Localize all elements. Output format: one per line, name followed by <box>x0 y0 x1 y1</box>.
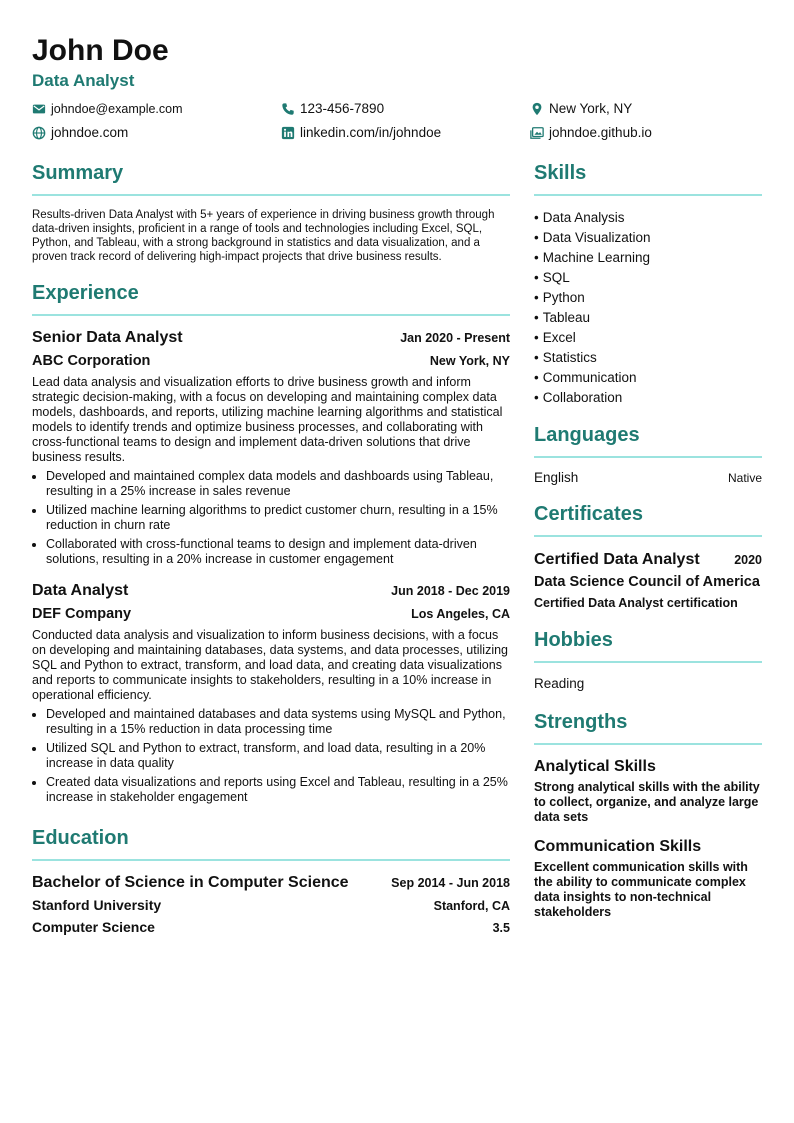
languages-heading: Languages <box>534 424 640 446</box>
skills-list <box>534 208 762 408</box>
contact-email[interactable] <box>32 100 281 118</box>
certificate-name: Certified Data Analyst <box>534 551 700 568</box>
portfolio-text: johndoe.github.io <box>549 125 652 140</box>
education-dates: Sep 2014 - Jun 2018 <box>391 876 510 890</box>
summary-divider <box>32 194 510 196</box>
skill-item: • Python <box>534 288 762 308</box>
candidate-title: Data Analyst <box>32 71 135 90</box>
certificate-description: Certified Data Analyst certification <box>534 596 738 610</box>
experience-heading: Experience <box>32 282 139 304</box>
language-name: English <box>534 470 579 485</box>
certificate-year: 2020 <box>734 553 762 567</box>
hobbies-heading: Hobbies <box>534 629 613 651</box>
certificate-item <box>534 549 762 571</box>
education-divider <box>32 859 510 861</box>
languages-divider <box>534 456 762 458</box>
phone-icon <box>281 102 295 116</box>
job-title: Senior Data Analyst <box>32 329 183 346</box>
achievement-item: • Developed and maintained complex data models and dashboards using Tableau, resulting in a 25% increase in sales revenue <box>46 469 510 499</box>
skill-item: • Machine Learning <box>534 248 762 268</box>
left-column <box>32 160 510 937</box>
strength-title: Analytical Skills <box>534 758 656 775</box>
job-location: New York, NY <box>429 354 510 368</box>
job-title: Data Analyst <box>32 582 129 599</box>
achievement-item: • Created data visualizations and reports using Excel and Tableau, resulting in a 25% increase in stakeholder engagement <box>46 775 510 805</box>
job-achievements <box>32 707 510 805</box>
job-description: Conducted data analysis and visualization to inform business decisions, with a focus on developing and maintaining databases, data systems, and data processes, utilizing SQL and Python to extract, transform, and load data, and creating data visualizations and reports to communicate insights to stakeholders, resulting in a 10% increase in operational efficiency. <box>32 628 508 702</box>
contact-linkedin[interactable] <box>281 124 530 142</box>
skill-item: • Communication <box>534 368 762 388</box>
job-achievements <box>32 469 510 567</box>
resume-page <box>32 34 762 935</box>
email-text: johndoe@example.com <box>51 102 183 116</box>
summary-heading: Summary <box>32 162 124 184</box>
right-column <box>534 160 762 932</box>
experience-divider <box>32 314 510 316</box>
contact-info <box>32 100 762 142</box>
globe-icon <box>32 126 46 140</box>
skill-item: • Excel <box>534 328 762 348</box>
skill-item: • SQL <box>534 268 762 288</box>
education-degree: Bachelor of Science in Computer Science <box>32 874 349 891</box>
achievement-item: • Utilized machine learning algorithms to predict customer churn, resulting in a 15% reduction in churn rate <box>46 503 510 533</box>
location-pin-icon <box>530 102 544 116</box>
hobby-item: Reading <box>534 676 585 691</box>
location-text: New York, NY <box>549 101 633 116</box>
strength-title: Communication Skills <box>534 838 702 855</box>
contact-portfolio[interactable] <box>530 124 762 142</box>
phone-text: 123-456-7890 <box>300 101 385 116</box>
strengths-heading: Strengths <box>534 711 628 733</box>
contact-website[interactable] <box>32 124 281 142</box>
education-heading: Education <box>32 827 129 849</box>
achievement-item: • Utilized SQL and Python to extract, transform, and load data, resulting in a 20% increase in data quality <box>46 741 510 771</box>
certificates-divider <box>534 535 762 537</box>
language-item <box>534 470 762 485</box>
job-description: Lead data analysis and visualization efforts to drive business growth and inform strategic decision-making, with a focus on developing and maintaining complex data models, dashboards, and reports, utilizing machine learning algorithms and statistical models to identify trends and optimize business processes, and collaborating with cross-functional teams to design and implement data-driven solutions that drive business results. <box>32 375 503 464</box>
skill-item: • Data Analysis <box>534 208 762 228</box>
education-location: Stanford, CA <box>433 899 510 913</box>
skill-item: • Data Visualization <box>534 228 762 248</box>
summary-text: Results-driven Data Analyst with 5+ years of experience in driving business growth through data-driven insights, proficient in a range of tools and technologies including Excel, SQL, Python, and Tableau, with a strong background in statistics and data visualization, and a proven track record of delivering high-impact projects that drive business results. <box>32 209 495 263</box>
linkedin-text: linkedin.com/in/johndoe <box>300 125 442 140</box>
skill-item: • Statistics <box>534 348 762 368</box>
strength-description: Excellent communication skills with the ability to communicate complex data insights to non-technical stakeholders <box>534 860 748 919</box>
portfolio-image-icon <box>530 126 544 140</box>
linkedin-icon <box>281 126 295 140</box>
job-company: DEF Company <box>32 606 132 622</box>
skills-heading: Skills <box>534 162 587 184</box>
candidate-name: John Doe <box>32 34 169 67</box>
certificate-issuer: Data Science Council of America <box>534 574 760 590</box>
email-icon <box>32 102 46 116</box>
job-company: ABC Corporation <box>32 353 151 369</box>
certificates-heading: Certificates <box>534 503 643 525</box>
achievement-item: • Collaborated with cross-functional teams to design and implement data-driven solutions, resulting in a 20% increase in customer engagement <box>46 537 510 567</box>
job-entry <box>32 328 510 567</box>
contact-phone[interactable] <box>281 100 530 118</box>
job-location: Los Angeles, CA <box>411 607 510 621</box>
skill-item: • Collaboration <box>534 388 762 408</box>
language-level: Native <box>727 471 762 485</box>
job-dates: Jun 2018 - Dec 2019 <box>391 584 510 598</box>
achievement-item: • Developed and maintained databases and data systems using MySQL and Python, resulting in a 15% reduction in data processing time <box>46 707 510 737</box>
contact-location <box>530 100 762 118</box>
education-gpa: 3.5 <box>492 921 510 935</box>
education-school: Stanford University <box>32 897 162 913</box>
skills-divider <box>534 194 762 196</box>
strength-description: Strong analytical skills with the ability to collect, organize, and analyze large data sets <box>534 780 760 824</box>
job-dates: Jan 2020 - Present <box>400 331 510 345</box>
hobbies-divider <box>534 661 762 663</box>
website-text: johndoe.com <box>51 125 129 140</box>
skill-item: • Tableau <box>534 308 762 328</box>
job-entry <box>32 581 510 805</box>
education-field: Computer Science <box>32 919 155 935</box>
strengths-divider <box>534 743 762 745</box>
